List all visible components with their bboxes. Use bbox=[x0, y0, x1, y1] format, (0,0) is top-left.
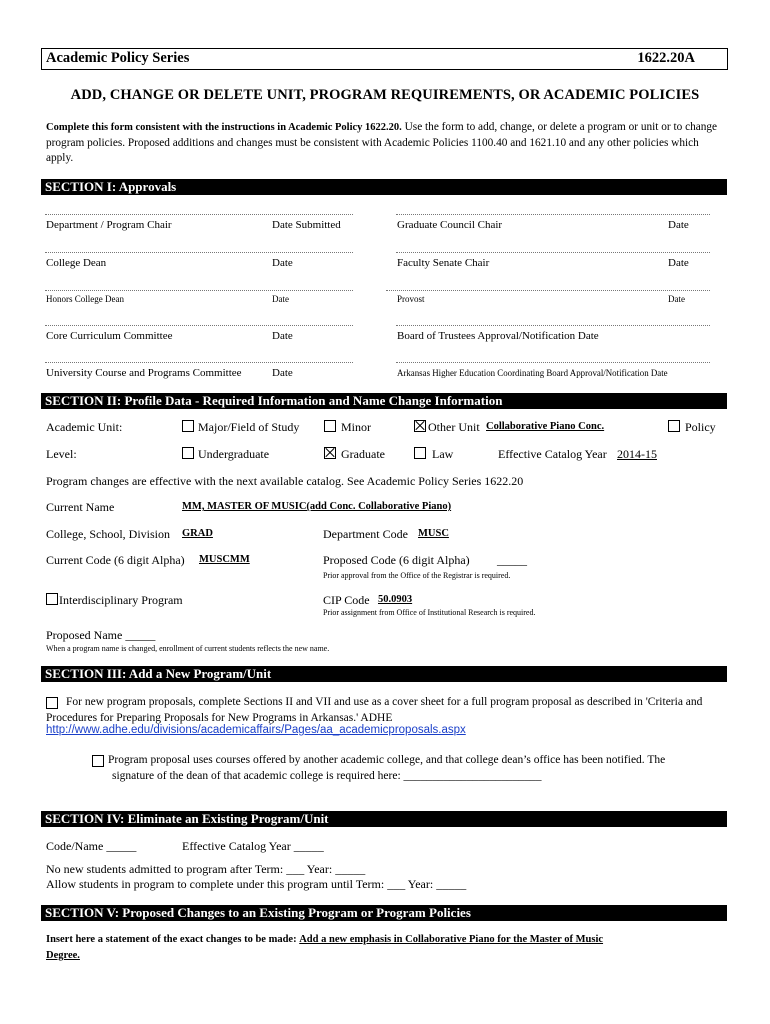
other-college-text: Program proposal uses courses offered by another academic college, and that college dean’s office has been notified. The bbox=[108, 754, 666, 766]
dept-code-label: Department Code bbox=[323, 527, 408, 541]
sig-date-label: Date Submitted bbox=[272, 219, 341, 231]
sig-label: University Course and Programs Committee bbox=[46, 367, 242, 379]
section1-header: SECTION I: Approvals bbox=[41, 179, 727, 195]
catalog-year-label: Effective Catalog Year bbox=[498, 447, 607, 461]
dept-code-value[interactable]: MUSC bbox=[418, 528, 449, 539]
level-label: Level: bbox=[46, 447, 77, 461]
cip-note: Prior assignment from Office of Institutional Research is required. bbox=[323, 608, 536, 617]
proposed-code-blank[interactable]: _____ bbox=[497, 553, 527, 567]
law-label: Law bbox=[432, 447, 454, 461]
other-unit-value[interactable]: Collaborative Piano Conc. bbox=[486, 421, 605, 432]
section5-header: SECTION V: Proposed Changes to an Existing Program or Program Policies bbox=[41, 905, 727, 921]
sig-line-provost[interactable] bbox=[386, 290, 710, 291]
interdisciplinary-label: Interdisciplinary Program bbox=[59, 593, 183, 607]
sig-label: College Dean bbox=[46, 257, 107, 269]
intro-paragraph bbox=[46, 120, 726, 167]
other-unit-checkbox[interactable] bbox=[414, 420, 426, 432]
sig-line-faculty-senate[interactable] bbox=[396, 252, 710, 253]
changes-value-b[interactable]: Degree. bbox=[46, 950, 80, 961]
law-checkbox[interactable] bbox=[414, 447, 426, 459]
sig-date-label: Date bbox=[272, 367, 293, 379]
other-college-checkbox[interactable] bbox=[92, 755, 104, 767]
sig-label: Core Curriculum Committee bbox=[46, 330, 173, 342]
sig-line-grad-council[interactable] bbox=[396, 214, 710, 215]
graduate-checkbox[interactable] bbox=[324, 447, 336, 459]
other-unit-label: Other Unit bbox=[428, 420, 480, 434]
sig-line-dept-chair[interactable] bbox=[45, 214, 353, 215]
allow-students-field[interactable]: Allow students in program to complete under this program until Term: ___ Year: _____ bbox=[46, 877, 467, 891]
minor-label: Minor bbox=[341, 420, 371, 434]
sig-line-board-of-trustees[interactable] bbox=[396, 325, 710, 326]
section2-header: SECTION II: Profile Data - Required Information and Name Change Information bbox=[41, 393, 727, 409]
new-program-text: For new program proposals, complete Sections II and VII and use as a cover sheet for a full program proposal as described in 'Criteria and Procedures for Preparing Proposals for New Programs in Arkansas.' ADHE bbox=[46, 696, 703, 724]
no-new-students-field[interactable]: No new students admitted to program after Term: ___ Year: _____ bbox=[46, 862, 366, 876]
current-code-label: Current Code (6 digit Alpha) bbox=[46, 553, 185, 567]
section3-header: SECTION III: Add a New Program/Unit bbox=[41, 666, 727, 682]
undergraduate-label: Undergraduate bbox=[198, 447, 270, 461]
college-label: College, School, Division bbox=[46, 527, 170, 541]
graduate-label: Graduate bbox=[341, 447, 385, 461]
form-title: ADD, CHANGE OR DELETE UNIT, PROGRAM REQUIREMENTS, OR ACADEMIC POLICIES bbox=[70, 87, 700, 103]
effective-note: Program changes are effective with the next available catalog. See Academic Policy Series 1622.20 bbox=[46, 474, 524, 488]
minor-checkbox[interactable] bbox=[324, 420, 336, 432]
intro-rest: Use the form to add, change, or delete a program or unit or to change program policies. Proposed additions and changes must be consistent with Academic Policies 1100.40 and 1621.10 and any other policies which apply. bbox=[46, 121, 718, 164]
policy-checkbox[interactable] bbox=[668, 420, 680, 432]
sig-date-label: Date bbox=[272, 294, 289, 304]
proposed-code-label: Proposed Code (6 digit Alpha) bbox=[323, 553, 470, 567]
changes-label: Insert here a statement of the exact changes to be made: bbox=[46, 934, 297, 945]
sig-date-label: Date bbox=[668, 294, 685, 304]
dean-signature-text[interactable]: signature of the dean of that academic college is required here: ________________________ bbox=[112, 770, 542, 782]
current-name-label: Current Name bbox=[46, 500, 115, 514]
interdisciplinary-checkbox[interactable] bbox=[46, 593, 58, 605]
sig-line-honors-dean[interactable] bbox=[45, 290, 353, 291]
proposed-name[interactable]: Proposed Name _____ bbox=[46, 628, 156, 642]
sig-date-label: Date bbox=[272, 330, 293, 342]
section4-header: SECTION IV: Eliminate an Existing Program/Unit bbox=[41, 811, 727, 827]
sig-label: Department / Program Chair bbox=[46, 219, 172, 231]
policy-number: 1622.20A bbox=[637, 50, 695, 66]
proposed-name-note: When a program name is changed, enrollment of current students reflects the new name. bbox=[46, 644, 330, 653]
major-label: Major/Field of Study bbox=[198, 420, 300, 434]
sig-label: Provost bbox=[397, 294, 425, 304]
major-checkbox[interactable] bbox=[182, 420, 194, 432]
cip-code-value[interactable]: 50.0903 bbox=[378, 594, 413, 605]
cip-code-label: CIP Code bbox=[323, 593, 370, 607]
sig-line-adhe[interactable] bbox=[396, 362, 710, 363]
sig-label: Arkansas Higher Education Coordinating Board Approval/Notification Date bbox=[397, 368, 668, 378]
sig-date-label: Date bbox=[272, 257, 293, 269]
header-box bbox=[41, 48, 728, 70]
undergraduate-checkbox[interactable] bbox=[182, 447, 194, 459]
changes-value-a[interactable]: Add a new emphasis in Collaborative Piano for the Master of Music bbox=[299, 934, 604, 945]
college-value[interactable]: GRAD bbox=[182, 528, 213, 539]
sig-line-core-curriculum[interactable] bbox=[45, 325, 353, 326]
sig-label: Faculty Senate Chair bbox=[397, 257, 490, 269]
catalog-year-value[interactable]: 2014-15 bbox=[617, 447, 657, 461]
proposed-code-note: Prior approval from the Office of the Registrar is required. bbox=[323, 571, 511, 580]
code-name-field[interactable]: Code/Name _____ bbox=[46, 839, 137, 853]
academic-unit-label: Academic Unit: bbox=[46, 420, 123, 434]
policy-series-label: Academic Policy Series bbox=[46, 50, 190, 66]
sig-label: Honors College Dean bbox=[46, 294, 124, 304]
sig-line-college-dean[interactable] bbox=[45, 252, 353, 253]
adhe-link[interactable]: http://www.adhe.edu/divisions/academicaffairs/Pages/aa_academicproposals.aspx bbox=[46, 724, 466, 736]
policy-label: Policy bbox=[685, 420, 716, 434]
current-code-value[interactable]: MUSCMM bbox=[199, 554, 250, 565]
section5-statement bbox=[46, 932, 726, 964]
elim-catalog-year-field[interactable]: Effective Catalog Year _____ bbox=[182, 839, 324, 853]
intro-bold: Complete this form consistent with the instructions in Academic Policy 1622.20. bbox=[46, 122, 402, 133]
sig-label: Board of Trustees Approval/Notification Date bbox=[397, 330, 599, 342]
sig-line-course-programs[interactable] bbox=[45, 362, 353, 363]
sig-date-label: Date bbox=[668, 257, 689, 269]
sig-date-label: Date bbox=[668, 219, 689, 231]
sig-label: Graduate Council Chair bbox=[397, 219, 503, 231]
current-name-value[interactable]: MM, MASTER OF MUSIC(add Conc. Collaborative Piano) bbox=[182, 501, 452, 512]
